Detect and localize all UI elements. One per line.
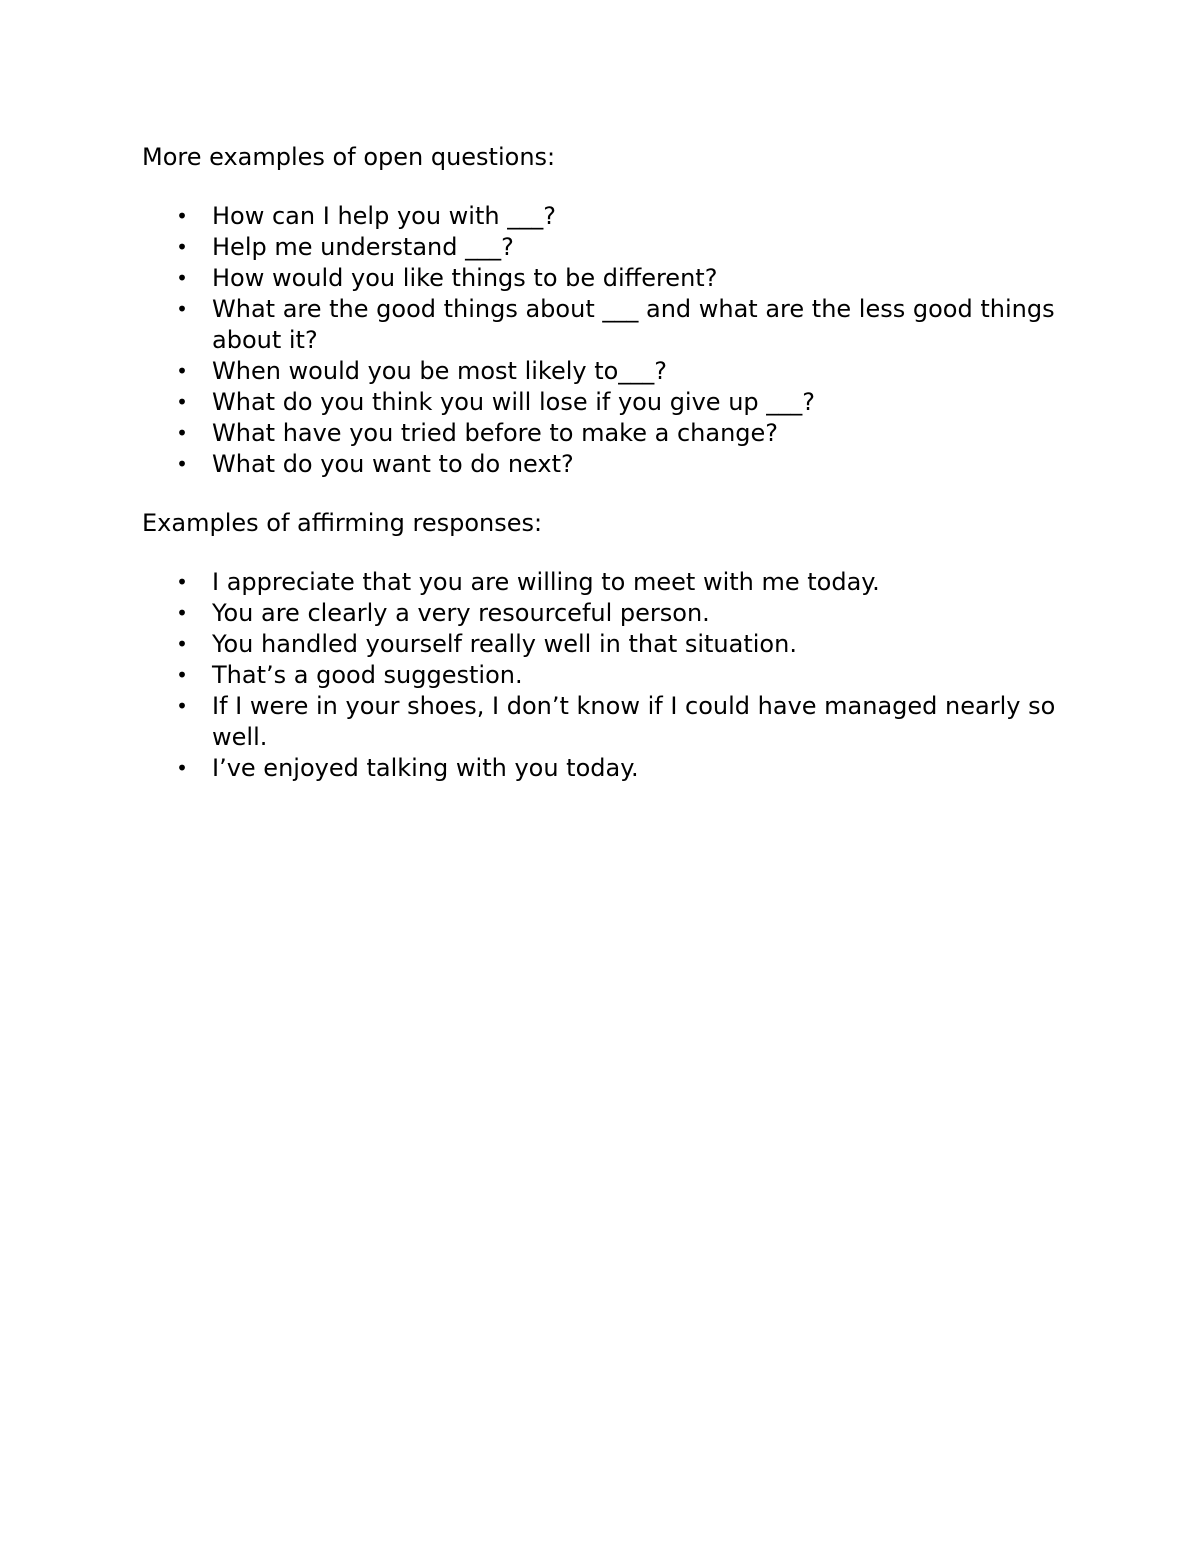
list-item [142,629,1082,660]
affirming-responses-heading: Examples of affirming responses: [142,509,543,537]
bullet-icon: • [176,632,188,656]
bullet-icon: • [176,694,188,718]
affirming-responses-list [142,567,1082,784]
list-item [142,418,1082,449]
list-item-text: I appreciate that you are willing to meet with me today. [212,568,880,596]
bullet-icon: • [176,601,188,625]
list-item-text: What are the good things about ___ and what are the less good things about it? [212,295,1055,354]
list-item-text: What have you tried before to make a change? [212,419,779,447]
list-item [142,201,1082,232]
document-body [142,142,1082,784]
list-item-text: How can I help you with ___? [212,202,556,230]
bullet-icon: • [176,421,188,445]
bullet-icon: • [176,390,188,414]
list-item [142,387,1082,418]
list-item [142,294,1082,356]
list-item [142,567,1082,598]
list-item [142,356,1082,387]
open-questions-list [142,201,1082,480]
bullet-icon: • [176,297,188,321]
list-item [142,263,1082,294]
list-item [142,660,1082,691]
bullet-icon: • [176,204,188,228]
list-item [142,598,1082,629]
list-item [142,232,1082,263]
bullet-icon: • [176,756,188,780]
bullet-icon: • [176,359,188,383]
list-item-text: You handled yourself really well in that situation. [212,630,797,658]
list-item-text: I’ve enjoyed talking with you today. [212,754,639,782]
list-item-text: What do you think you will lose if you give up ___? [212,388,816,416]
list-item-text: What do you want to do next? [212,450,574,478]
bullet-icon: • [176,452,188,476]
list-item-text: You are clearly a very resourceful person. [212,599,710,627]
bullet-icon: • [176,266,188,290]
list-item-text: Help me understand ___? [212,233,514,261]
bullet-icon: • [176,663,188,687]
list-item-text: That’s a good suggestion. [212,661,523,689]
list-item-text: If I were in your shoes, I don’t know if I could have managed nearly so well. [212,692,1056,751]
bullet-icon: • [176,570,188,594]
list-item [142,691,1082,753]
list-item-text: How would you like things to be different? [212,264,718,292]
open-questions-heading: More examples of open questions: [142,143,556,171]
bullet-icon: • [176,235,188,259]
list-item [142,753,1082,784]
list-item-text: When would you be most likely to___? [212,357,668,385]
list-item [142,449,1082,480]
